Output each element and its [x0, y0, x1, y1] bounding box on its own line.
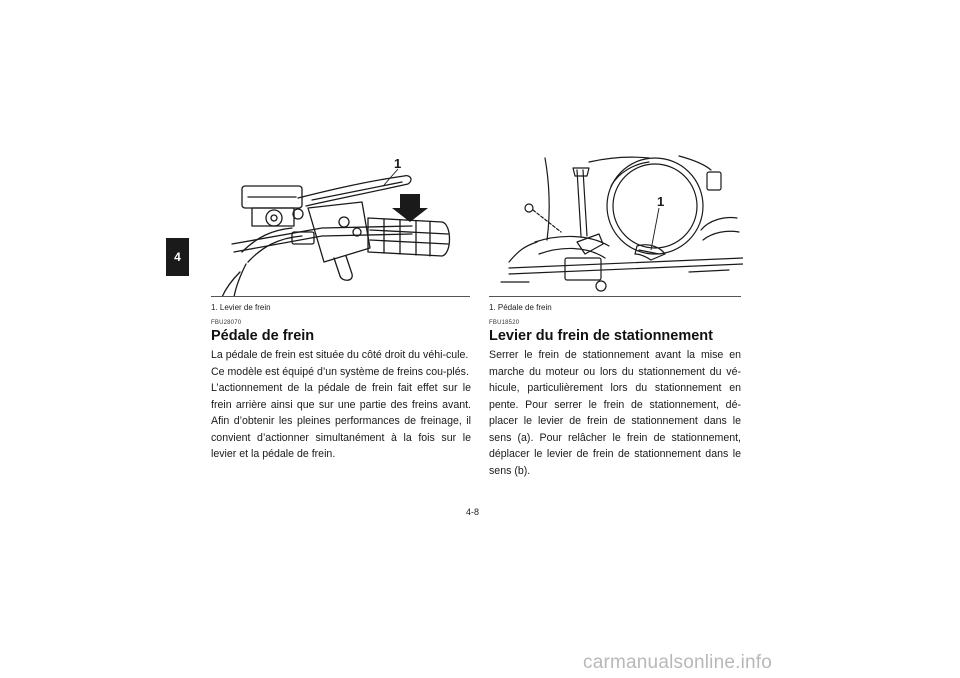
figure-callout-label: 1 — [394, 156, 402, 171]
page-number: 4-8 — [466, 507, 480, 517]
watermark: carmanualsonline.info — [583, 652, 773, 673]
brake-lever-illustration — [212, 152, 474, 297]
section-heading: Levier du frein de stationnement — [489, 328, 713, 344]
paragraph: La pédale de frein est située du côté droit du véhi-cule. — [211, 349, 469, 361]
paragraph: Ce modèle est équipé d’un système de freins cou-plés. — [211, 365, 469, 378]
section-heading: Pédale de frein — [211, 328, 315, 344]
brake-lever-figure — [212, 152, 474, 297]
paragraph: L’actionnement de la pédale de frein fait effet sur le frein arrière ainsi que sur une partie des freins avant. Afin d’obtenir les pleines performances de freinage, il convient d’actionner simultanément à la fois sur le levier et la pédale de frein. — [211, 382, 471, 460]
section-code: FBU28070 — [211, 320, 242, 326]
figure-callout-label: 1 — [657, 194, 665, 209]
figure-caption: 1. Pédale de frein — [489, 296, 741, 312]
brake-pedal-illustration — [489, 150, 743, 296]
brake-pedal-figure — [489, 150, 743, 296]
figure-caption: 1. Levier de frein — [211, 296, 470, 312]
paragraph: Serrer le frein de stationnement avant la mise en marche du moteur ou lors du stationnement du vé-hicule, particulièrement lors du stationnement en pente. Pour serrer le frein de stationnement, dé-placer le levier de frein de stationnement dans le sens (a). Pour relâcher le frein de stationnement, déplacer le levier de frein de stationnement dans le sens (b). — [489, 349, 741, 477]
section-body — [211, 347, 471, 463]
section-code: FBU18520 — [489, 320, 520, 326]
section-body — [489, 347, 741, 479]
chapter-tab: 4 — [166, 238, 189, 276]
